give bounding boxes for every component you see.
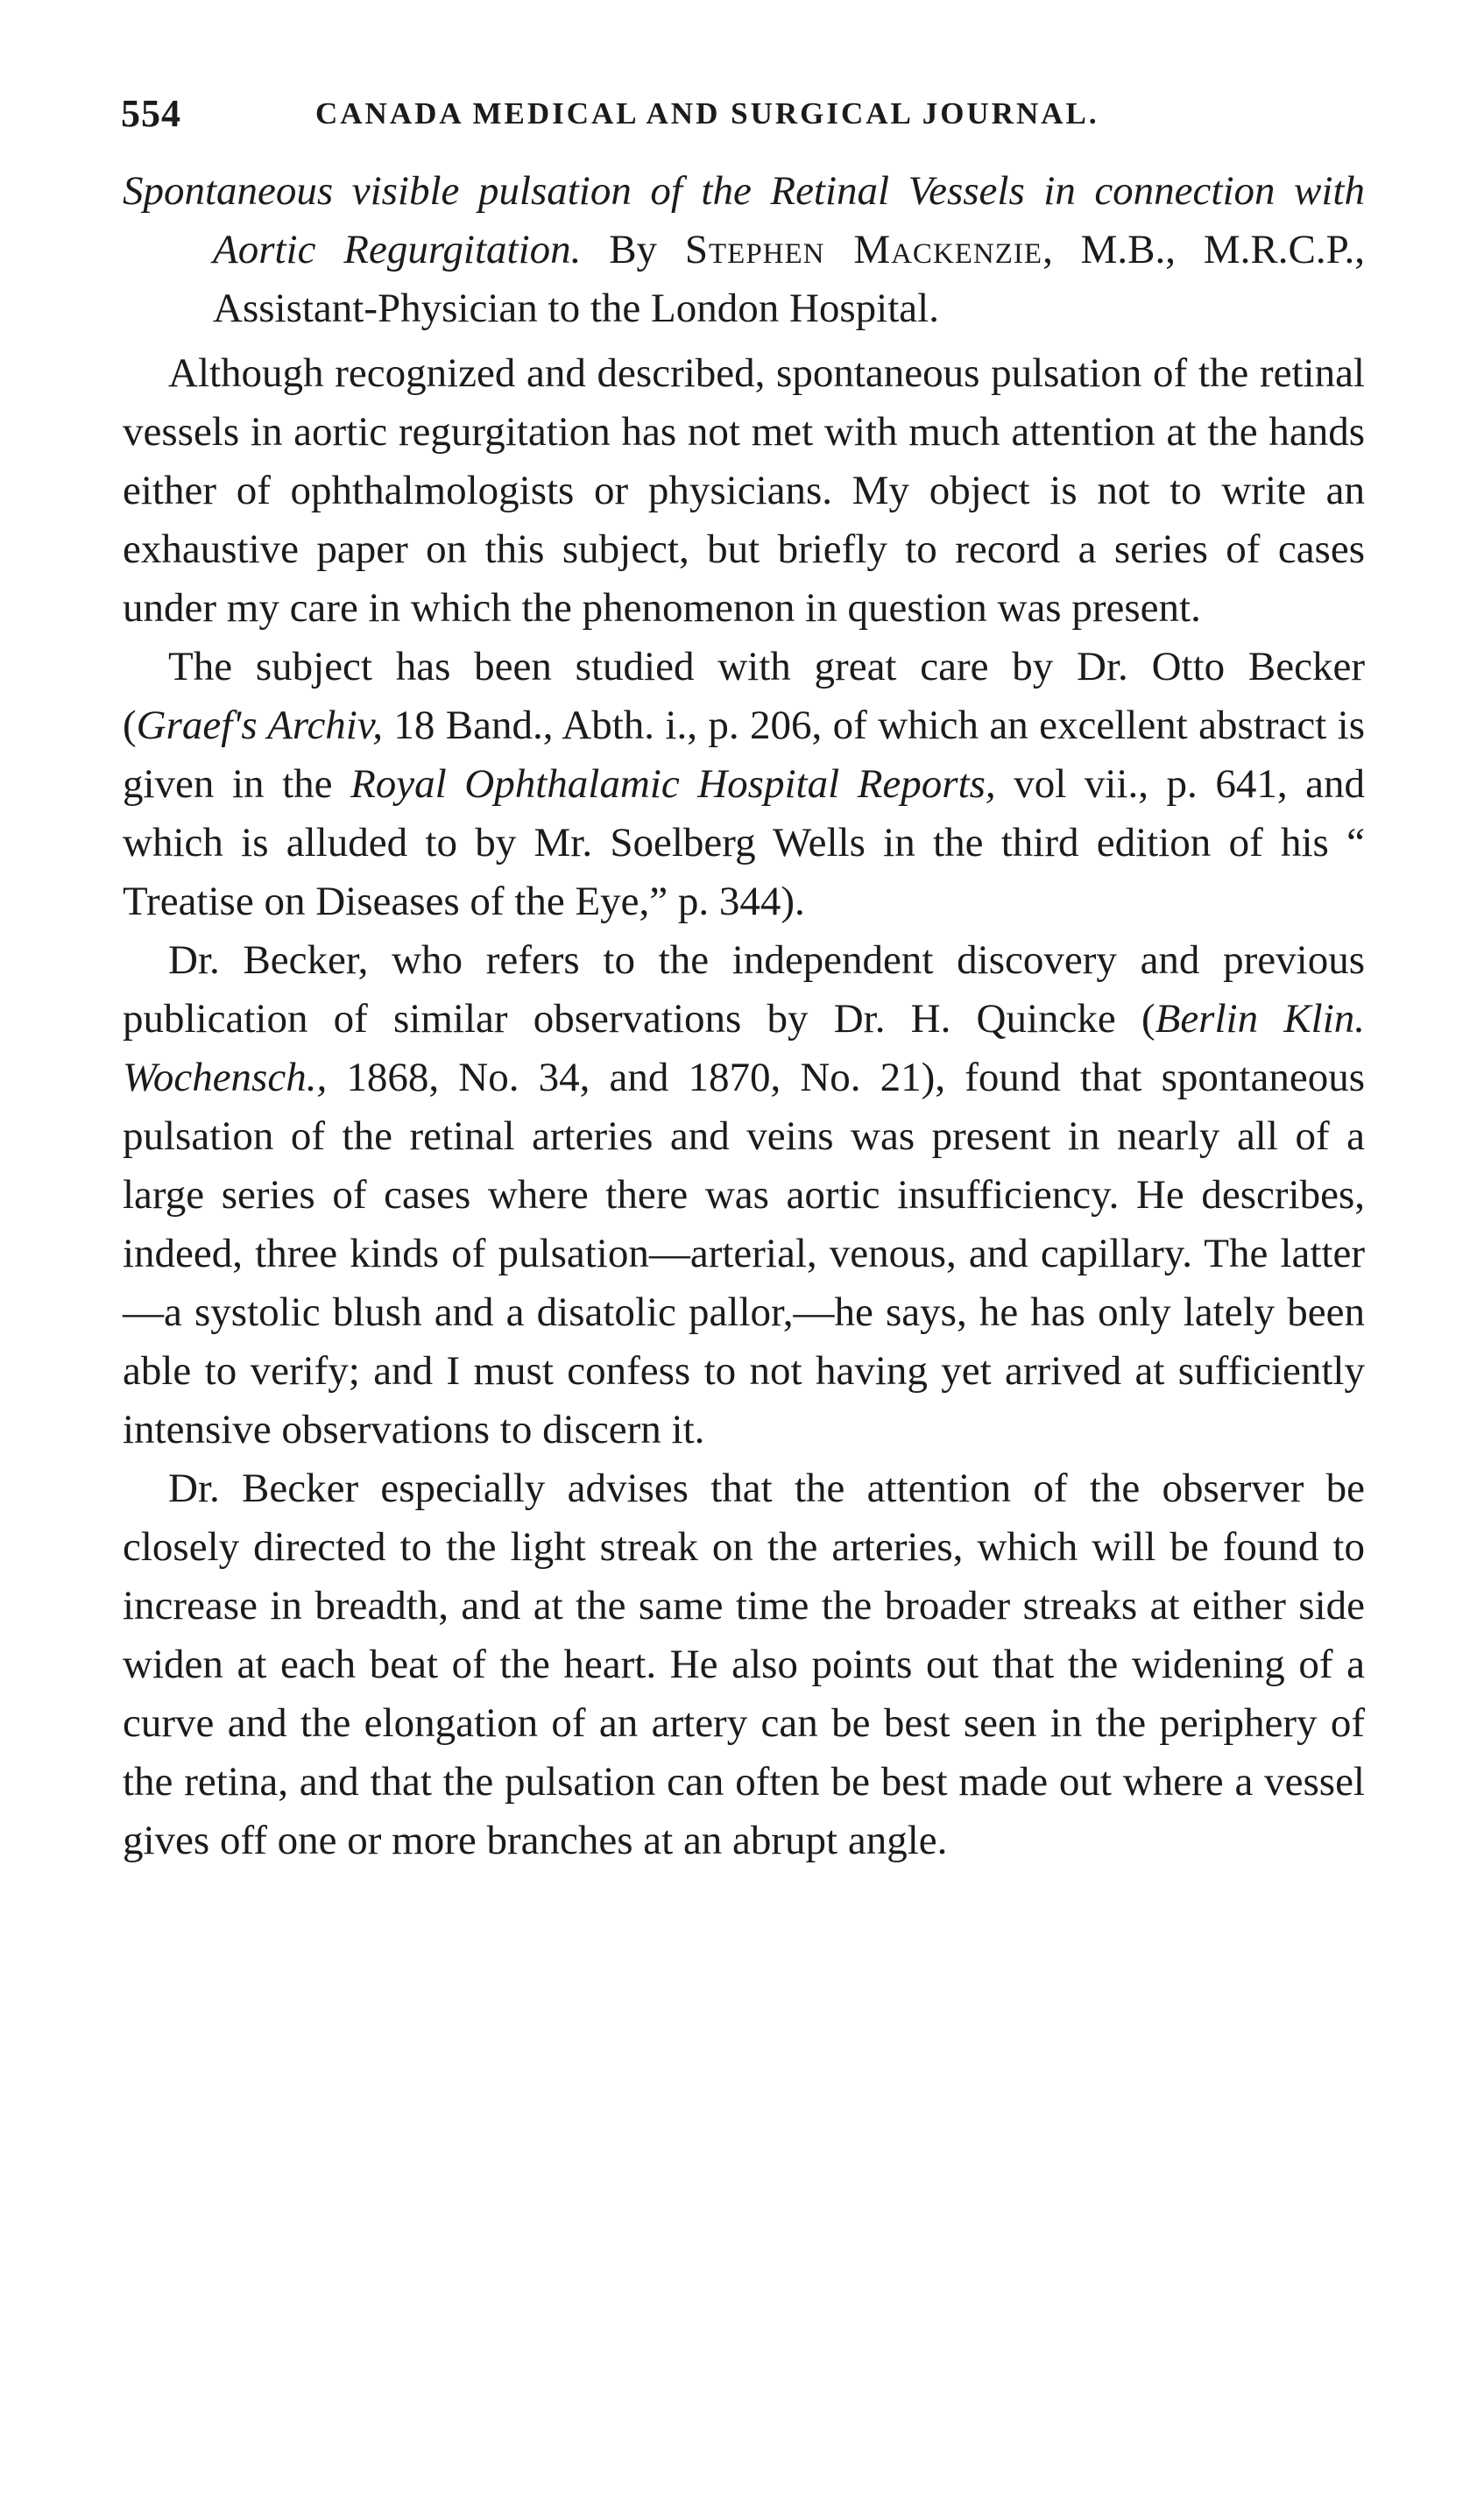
paragraph-2-text-2: 18 Band., Abth. i., p. 206, of which an excellent abstract is given in the <box>123 703 1365 807</box>
paragraph-3-text-2: 1868, No. 34, and 1870, No. 21), found that spontaneous pulsation of the retinal arteries and veins was present in nearly all of a large series of cases where there was aortic insufficiency. He describes, indeed, three kinds of pulsation—arterial, venous, and capillary. The latter—a systolic blush and a disatolic pallor,—he says, he has only lately been able to verify; and I must confess to not having yet arrived at sufficiently intensive observations to discern it. <box>123 1055 1365 1452</box>
journal-title: CANADA MEDICAL AND SURGICAL JOURNAL. <box>315 96 1099 131</box>
paragraph-2-text-3: vol vii., p. 641, and which is alluded to by Mr. Soelberg Wells in the third edition of his “ Treatise on Diseases of the Eye,” p. 344). <box>123 761 1365 924</box>
paragraph-1: Although recognized and described, spontaneous pulsation of the retinal vessels in aortic regurgitation has not met with much attention at the hands either of ophthalmologists or physicians. My object is not to write an exhaustive paper on this subject, but briefly to record a series of cases under my care in which the phenomenon in question was present. <box>123 350 1365 631</box>
citation-berlin-klin-wochensch: Berlin Klin. Wochensch., <box>123 996 1365 1100</box>
paragraph-4: Dr. Becker especially advises that the attention of the observer be closely directed to the light streak on the arteries, which will be found to increase in breadth, and at the same time the broader streaks at either side widen at each beat of the heart. He also points out that the widening of a curve and the elongation of an artery can be best seen in the periphery of the retina, and that the pulsation can often be best made out where a vessel gives off one or more branches at an abrupt angle. <box>123 1466 1365 1863</box>
article-heading <box>123 162 1365 338</box>
paragraph-3 <box>123 931 1365 1459</box>
page-number: 554 <box>121 92 181 135</box>
citation-royal-ophthalamic-reports: Royal Ophthalamic Hospital Reports, <box>350 761 996 807</box>
author-name: Stephen Mackenzie <box>684 227 1043 272</box>
article-body <box>123 162 1365 1870</box>
author-credentials: , M.B., M.R.C.P., Assistant-Physician to the London Hospital. <box>213 227 1366 331</box>
paragraph-2-text-1: The subject has been studied with great care by Dr. Otto Becker ( <box>123 644 1365 748</box>
byline-prefix: By <box>609 227 658 272</box>
running-head <box>121 91 1382 144</box>
citation-graefs-archiv: Graef's Archiv, <box>136 703 383 748</box>
paragraph-3-text-1: Dr. Becker, who refers to the independent discovery and previous publication of similar observations by Dr. H. Quincke ( <box>123 937 1365 1042</box>
article-title: Spontaneous visible pulsation of the Retinal Vessels in connection with Aortic Regurgitation. <box>123 168 1365 272</box>
paragraph-2 <box>123 638 1365 931</box>
